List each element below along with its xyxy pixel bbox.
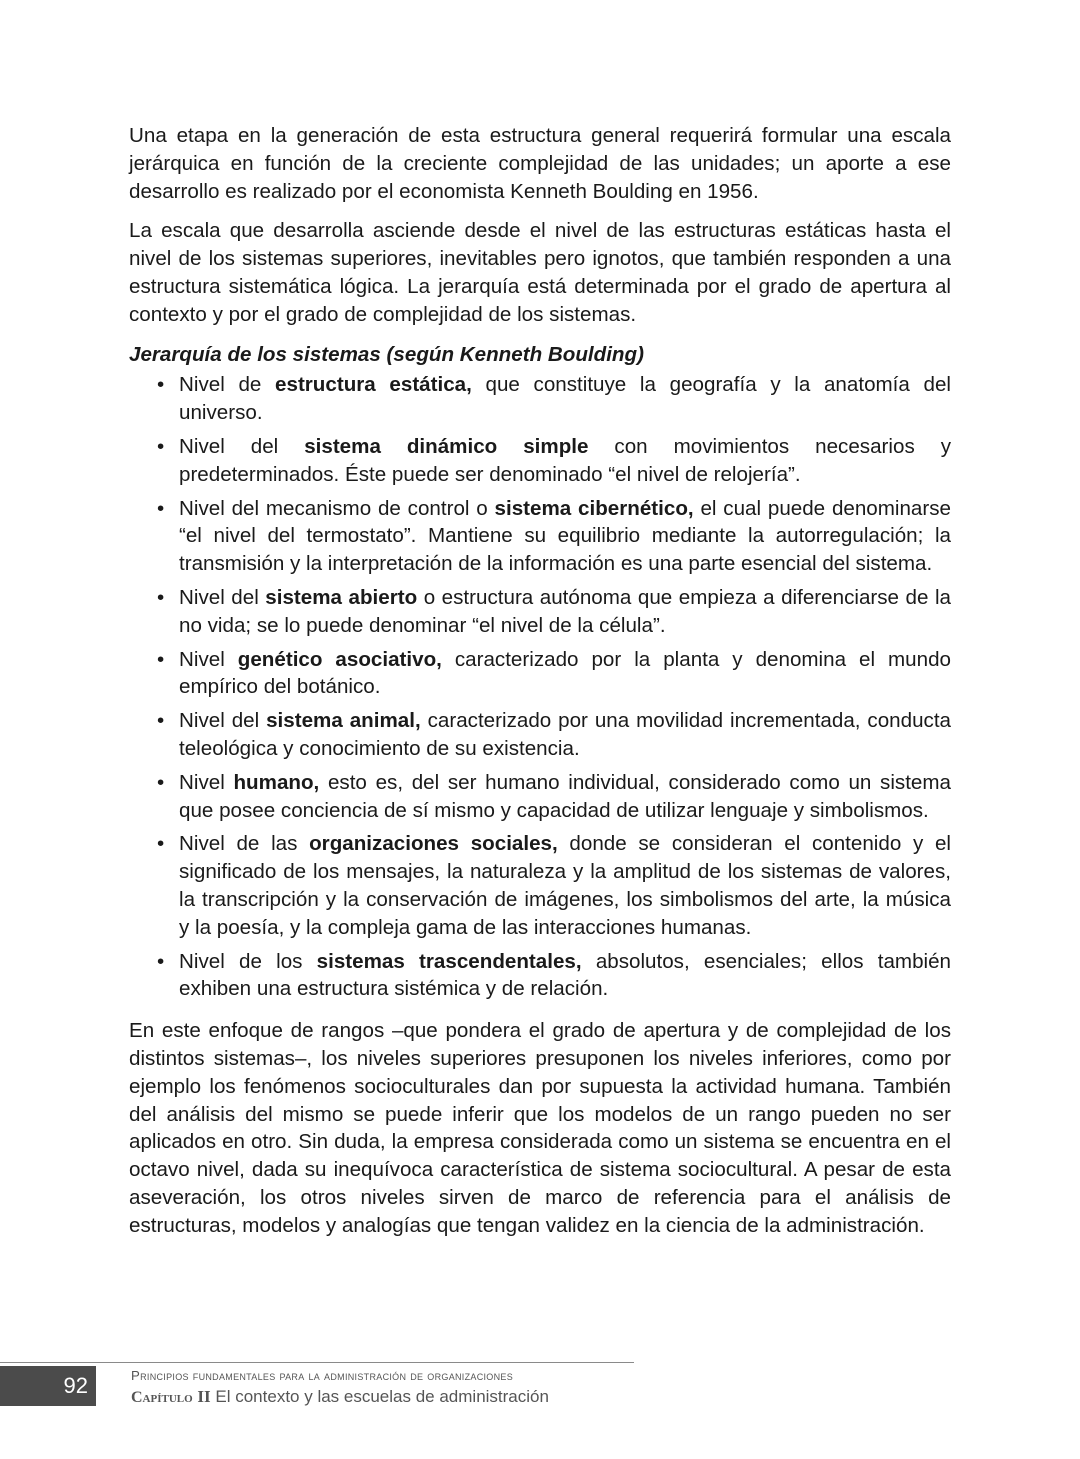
- item-description: o estructura autónoma que empieza a diferenciarse de la no vida; se lo puede denominar “el nivel de la célula”.: [179, 585, 951, 637]
- list-item: [179, 584, 951, 640]
- hierarchy-list: [129, 371, 951, 1003]
- list-item: [179, 769, 951, 825]
- list-item: [179, 646, 951, 702]
- item-term: sistema cibernético,: [494, 496, 694, 520]
- book-title: principios fundamentales para la administración de organizaciones: [131, 1368, 514, 1383]
- chapter-number: II: [197, 1387, 211, 1406]
- item-description: que constituye la geografía y la anatomía del universo.: [179, 373, 951, 425]
- item-term: sistema abierto: [265, 585, 418, 609]
- list-item: [179, 433, 951, 489]
- intro-paragraph-1: Una etapa en la generación de esta estructura general requerirá formular una escala jerárquica en función de la creciente complejidad de las unidades; un aporte a ese desarrollo es realizado por el economista Kenneth Boulding en 1956.: [129, 124, 951, 203]
- list-item: [179, 371, 951, 427]
- chapter-title: El contexto y las escuelas de administración: [215, 1387, 549, 1406]
- intro-paragraph-2: La escala que desarrolla asciende desde el nivel de las estructuras estáticas hasta el nivel de los sistemas superiores, inevitables pero ignotos, que también responden a una estructura sistemática lógica. La jerarquía está determinada por el grado de apertura al contexto y por el grado de complejidad de los sistemas.: [129, 219, 951, 326]
- item-term: sistemas trascendentales,: [316, 949, 582, 973]
- item-prefix: Nivel del: [179, 709, 267, 733]
- item-prefix: Nivel: [179, 647, 238, 671]
- item-prefix: Nivel de los: [179, 949, 317, 973]
- item-description: absolutos, esenciales; ellos también exhiben una estructura sistémica y de relación.: [179, 949, 951, 1001]
- chapter-line: [131, 1386, 549, 1409]
- item-term: organizaciones sociales,: [309, 832, 558, 856]
- item-description: caracterizado por la planta y denomina el mundo empírico del botánico.: [179, 647, 951, 699]
- item-description: caracterizado por una movilidad incrementada, conducta teleológica y conocimiento de su existencia.: [179, 709, 952, 760]
- item-prefix: Nivel de las: [179, 832, 310, 856]
- item-prefix: Nivel del: [179, 434, 305, 458]
- item-prefix: Nivel del mecanismo de control o: [179, 496, 495, 520]
- item-description: con movimientos necesarios y predeterminados. Éste puede ser denominado “el nivel de relojería”.: [179, 434, 951, 486]
- item-term: sistema animal,: [266, 709, 421, 733]
- list-item: [179, 830, 951, 941]
- running-footer: [131, 1366, 549, 1409]
- chapter-label: Capítulo: [131, 1389, 193, 1406]
- item-term: estructura estática,: [275, 373, 472, 397]
- list-item: [179, 707, 951, 763]
- item-description: esto es, del ser humano individual, considerado como un sistema que posee conciencia de sí mismo y capacidad de utilizar lenguaje y simbolismos.: [179, 770, 951, 822]
- item-prefix: Nivel de: [179, 373, 276, 397]
- item-term: sistema dinámico simple: [304, 434, 589, 458]
- list-item: [179, 495, 951, 578]
- item-description: donde se consideran el contenido y el significado de los mensajes, la naturaleza y la amplitud de los sistemas de valores, la transcripción y la conservación de imágenes, los simbolismos del arte, la música y la poesía, y la compleja gama de las interacciones humanas.: [179, 832, 952, 939]
- list-item: [179, 948, 951, 1004]
- page-body: [129, 122, 951, 1251]
- item-term: humano,: [233, 770, 320, 794]
- closing-paragraph: En este enfoque de rangos –que pondera el grado de apertura y de complejidad de los distintos sistemas–, los niveles superiores presuponen los niveles inferiores, como por ejemplo los fenómenos socioculturales dan por supuesta la actividad humana. También del análisis del mismo se puede inferir que los modelos de un rango pueden no ser aplicados en otro. Sin duda, la empresa considerada como un sistema se encuentra en el octavo nivel, dada su inequívoca característica de sistema sociocultural. A pesar de esta aseveración, los otros niveles sirven de marco de referencia para el análisis de estructuras, modelos y analogías que tengan validez en la ciencia de la administración.: [129, 1019, 951, 1237]
- page-number: 92: [0, 1366, 96, 1406]
- footer-divider: [0, 1362, 634, 1363]
- section-subheading: Jerarquía de los sistemas (según Kenneth Boulding): [129, 342, 644, 366]
- item-description: el cual puede denominarse “el nivel del termostato”. Mantiene su equilibrio mediante la autorregulación; la transmisión y la interpretación de la información es una parte esencial del sistema.: [179, 496, 951, 576]
- item-prefix: Nivel: [179, 770, 234, 794]
- item-prefix: Nivel del: [179, 585, 266, 609]
- item-term: genético asociativo,: [237, 647, 442, 671]
